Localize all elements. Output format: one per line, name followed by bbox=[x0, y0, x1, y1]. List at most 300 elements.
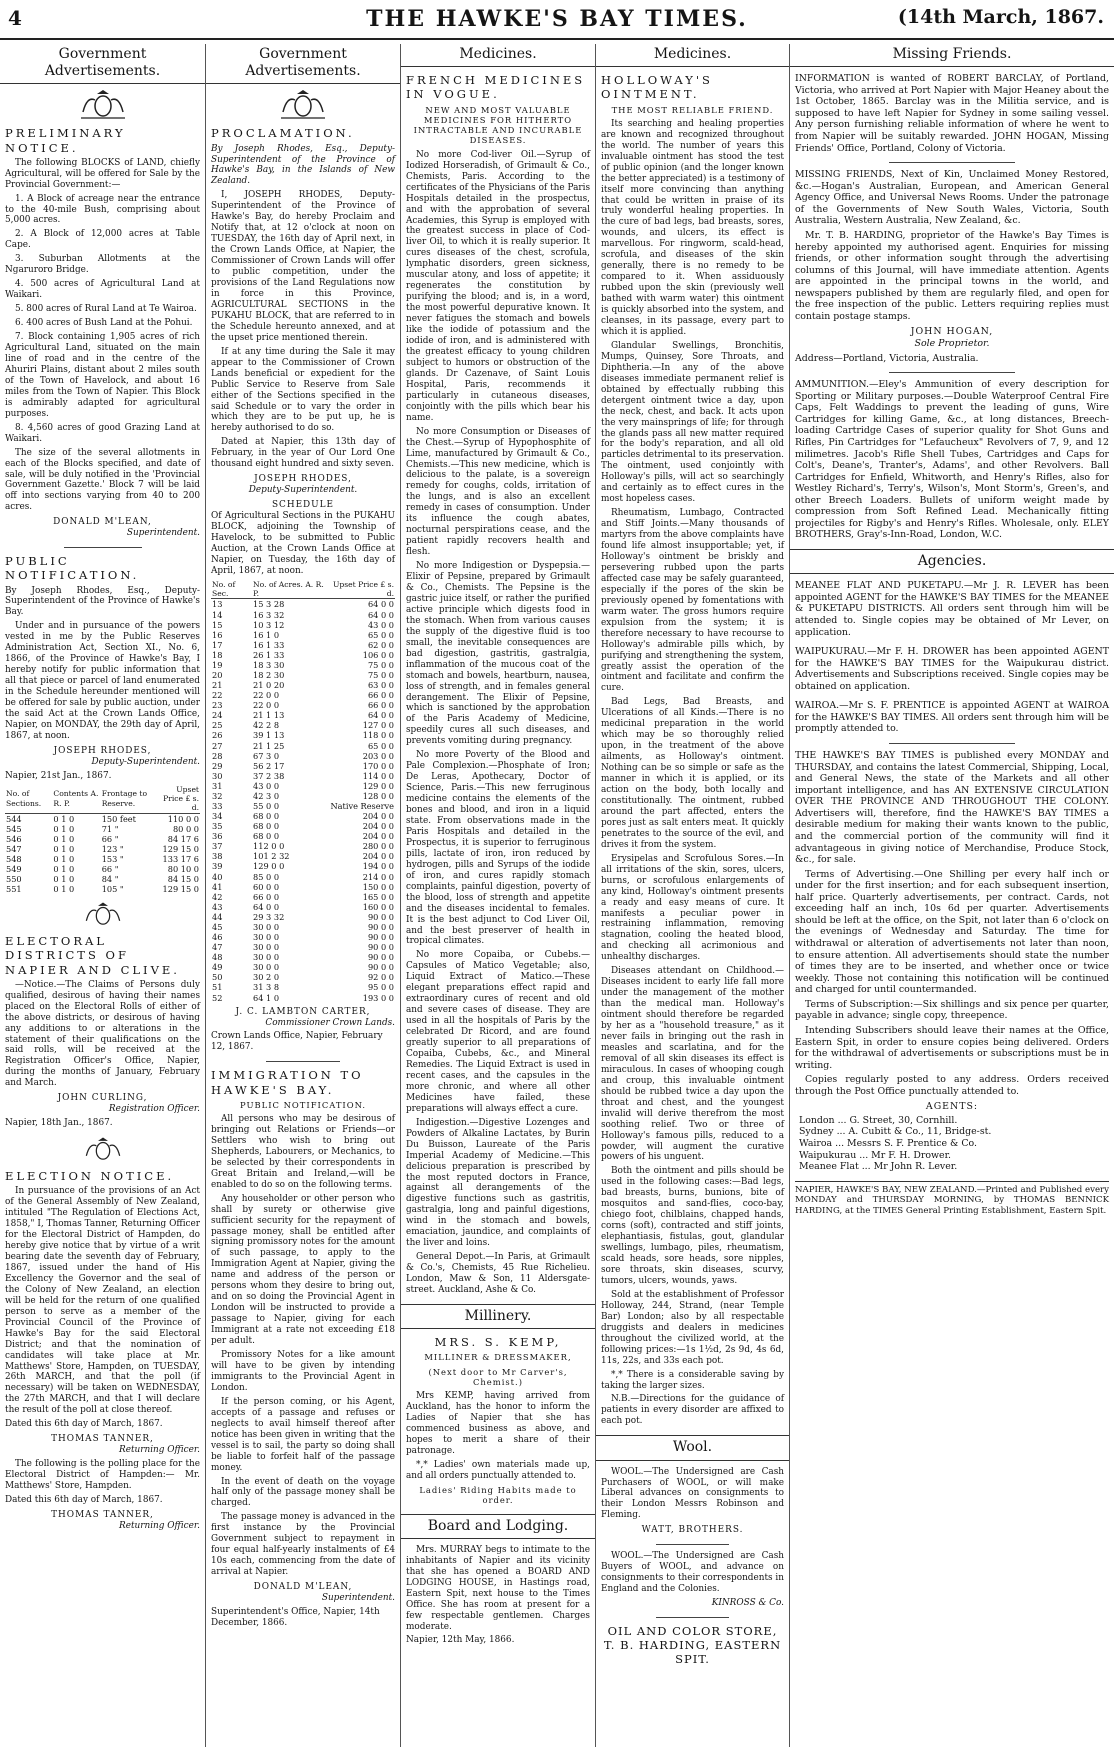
table-cell: 36 bbox=[212, 831, 223, 842]
signature-role: Deputy-Superintendent. bbox=[248, 485, 358, 496]
ad-title: PROCLAMATION. bbox=[211, 126, 355, 141]
table-cell: 43 0 0 bbox=[367, 619, 394, 630]
ad-title: FRENCH MEDICINES IN VOGUE. bbox=[406, 73, 586, 102]
meanee-agency bbox=[795, 580, 1109, 638]
table-cell: 550 bbox=[6, 874, 22, 885]
table-row bbox=[211, 942, 395, 952]
oil-color-store-ad bbox=[601, 1624, 784, 1666]
table-cell: 90 0 0 bbox=[367, 932, 394, 943]
table-cell: 26 1 33 bbox=[253, 649, 285, 660]
table-cell: 204 0 0 bbox=[362, 851, 394, 862]
table-cell: 31 bbox=[212, 780, 223, 791]
ad-body: Promissory Notes for a like amount will have to be given by intending immigrants to the Provincial Agent in London. bbox=[211, 1350, 395, 1393]
list-item: Sydney ... A. Cubitt & Co., 11, Bridge-st. bbox=[799, 1126, 992, 1138]
ad-body: Mr. T. B. HARDING, proprietor of the Hawke's Bay Times is hereby appointed my authorised agent. Enquiries for missing friends, or other information sought through the advertising columns of this Journal, will have immediate attention. Agents are appointed in the principal towns in the world, and newspapers published by them are regularly filed, and open for the free inspection of the public. Letters requiring replies must contain postage stamps. bbox=[795, 229, 1109, 322]
table-cell: 18 3 30 bbox=[253, 659, 285, 670]
ad-body: —Notice.—The Claims of Persons duly qualified, desirous of having their names placed on the Electoral Rolls of either of the above districts, or desirous of having any additions to or alterations in the statement of their qualifications on the said rolls, will be received at the Registration Officer's Office, Napier, during the months of January, February and March. bbox=[5, 979, 200, 1089]
list-item: 1. A Block of acreage near the entrance to the 40-mile Bush, comprising about 5,000 acres. bbox=[5, 193, 200, 226]
column-2 bbox=[205, 44, 400, 1747]
wairoa-agency bbox=[795, 700, 1109, 735]
table-cell: 65 0 0 bbox=[367, 629, 394, 640]
table-cell: 123 " bbox=[101, 843, 124, 854]
table-cell: 548 bbox=[6, 854, 22, 864]
table-cell: 92 0 0 bbox=[367, 972, 394, 983]
table-cell: 64 0 0 bbox=[367, 599, 394, 610]
table-row bbox=[211, 781, 395, 791]
agents-list bbox=[799, 1115, 1109, 1173]
table-cell: 0 1 0 bbox=[53, 864, 75, 875]
ad-body: Erysipelas and Scrofulous Sores.—In all irritations of the skin, sores, ulcers, burns, or scrofulous enlargements of any kind, Holloway's ointment presents a ready and easy means of cure. It manifests a peculiar power in restraining inflammation, removing stagnation, cooling the heated blood, and checking all acrimonious and unhealthy discharges. bbox=[601, 853, 784, 963]
ad-body: If at any time during the Sale it may appear to the Commissioner of Crown Lands beneficial or expedient for the Public Service to Reserve from Sale either of the Sections specified in the said Schedule or to vary the order in which they are to be put up, he is hereby authorised to do so. bbox=[211, 346, 395, 434]
table-cell: 75 0 0 bbox=[367, 670, 394, 680]
table-row bbox=[211, 861, 395, 871]
table-cell: 21 bbox=[212, 680, 223, 691]
ad-body: No more Indigestion or Dyspepsia.—Elixir of Pepsine, prepared by Grimault & Co., Chemists. The Pepsine is the gastric juice itself, or rather the purified active principle which digests food in the stomach. When from various causes the supply of the digestive fluid is too small, the inevitable consequences are bad digestion, gastritis, gastralgia, inflammation of the mucous coat of the stomach and bowels, heartburn, nausea, loss of strength, and in females general derangement. The Elixir of Pepsine, which is sanctioned by the approbation of the Paris Academy of Medicine, speedily cures all such diseases, and prevents vomiting during pregnancy. bbox=[406, 561, 590, 747]
ad-title: IMMIGRATION TO HAWKE'S BAY. bbox=[211, 1068, 364, 1097]
table-cell: 204 0 0 bbox=[362, 831, 394, 842]
ad-title: PRELIMINARY NOTICE. bbox=[5, 126, 126, 155]
table-cell: 160 0 0 bbox=[362, 901, 394, 912]
table-row bbox=[211, 599, 395, 610]
table-row bbox=[211, 710, 395, 720]
ad-body: WAIPUKURAU.—Mr F. H. DROWER has been appointed AGENT for the HAWKE'S BAY TIMES for the Waipukurau district. Advertisements and Subscriptions received. Single copies may be obtained on application. bbox=[795, 646, 1109, 692]
table-cell: 43 bbox=[212, 901, 223, 912]
signature: JOHN HOGAN, bbox=[910, 326, 994, 338]
list-item: 6. 400 acres of Bush Land at the Pohui. bbox=[15, 318, 193, 329]
date-line: Superintendent's Office, Napier, 14th December, 1866. bbox=[211, 1606, 380, 1628]
table-row bbox=[211, 882, 395, 892]
column-heading: Government Advertisements. bbox=[206, 44, 400, 84]
signature-role: Deputy-Superintendent. bbox=[91, 756, 200, 767]
table-cell: 127 0 0 bbox=[362, 720, 394, 731]
table-cell: 23 bbox=[212, 700, 223, 711]
table-cell: 64 1 0 bbox=[253, 992, 280, 1003]
ad-body: Glandular Swellings, Bronchitis, Mumps, Quinsey, Sore Throats, and Diphtheria.—In any of the above diseases immediate permanent relief is obtained by effectually rubbing this detergent ointment twice a day, upon the neck, chest, and back. It acts upon the very mainsprings of life; for through the glands pass all new matter required for the body's reparation, and all old particles detrimental to its preservation. The ointment, used conjointly with Holloway's pills, will act so searchingly and certainly as to effect cures in the most hopeless cases. bbox=[601, 340, 784, 505]
ad-body: Of Agricultural Sections in the PUKAHU BLOCK, adjoining the Township of Havelock, to be submitted to Public Auction, at the Crown Lands Office at Napier, on Tuesday, the 16th day of April, 1867, at noon. bbox=[211, 511, 395, 576]
table-cell: 170 0 0 bbox=[362, 760, 394, 771]
table-cell: 30 0 0 bbox=[253, 921, 280, 932]
table-cell: 118 0 0 bbox=[362, 730, 394, 741]
ad-body: *,* There is a considerable saving by taking the larger sizes. bbox=[601, 1369, 784, 1391]
table-cell: 21 0 20 bbox=[253, 680, 285, 691]
table-cell: 114 0 0 bbox=[362, 770, 394, 781]
table-row bbox=[211, 791, 395, 801]
table-cell: 204 0 0 bbox=[362, 811, 394, 822]
list-item: 8. 4,560 acres of good Grazing Land at Waikari. bbox=[5, 422, 200, 444]
table-cell: 204 0 0 bbox=[362, 821, 394, 832]
list-item: 2. A Block of 12,000 acres at Table Cape. bbox=[5, 229, 200, 251]
royal-arms-icon bbox=[79, 90, 127, 120]
ammunition-ad bbox=[795, 379, 1109, 541]
schedule-table bbox=[211, 580, 395, 1003]
signature-role: Returning Officer. bbox=[119, 1520, 200, 1531]
table-row bbox=[5, 864, 200, 874]
ad-subtitle: THE MOST RELIABLE FRIEND. bbox=[611, 104, 774, 115]
table-cell: 0 1 0 bbox=[53, 874, 75, 885]
section-heading: Millinery. bbox=[401, 1304, 595, 1329]
signature: THOMAS TANNER, bbox=[51, 1509, 154, 1520]
table-cell: 49 bbox=[212, 962, 223, 973]
table-body bbox=[211, 599, 395, 1003]
signature: JOSEPH RHODES, bbox=[53, 745, 152, 756]
table-cell: 26 bbox=[212, 730, 223, 741]
table-cell: 63 0 0 bbox=[367, 680, 394, 691]
column-heading: Missing Friends. bbox=[790, 44, 1114, 67]
table-cell: 64 0 0 bbox=[367, 609, 394, 620]
table-cell: 75 0 0 bbox=[367, 659, 394, 670]
address-line: Address—Portland, Victoria, Australia. bbox=[795, 352, 979, 364]
table-cell: 68 0 0 bbox=[253, 821, 280, 832]
agents-title: AGENTS: bbox=[925, 1101, 979, 1113]
table-cell: 39 bbox=[212, 861, 223, 872]
ad-body: Any householder or other person who shall by surety or otherwise give sufficient security for the repayment of passage money, shall be entitled after signing promissory notes for the amount of such passage, to apply to the Immigration Agent at Napier, giving the name and address of the person or persons whom they desire to bring out, and on so doing the Provincial Agent in London will be instructed to provide a passage to Napier, giving for each Immigrant at a rate not exceeding £18 per adult. bbox=[211, 1193, 395, 1347]
table-cell: 37 2 38 bbox=[253, 770, 285, 781]
table-cell: 544 bbox=[6, 813, 22, 824]
table-cell: 101 2 32 bbox=[253, 851, 290, 862]
table-cell: 62 0 0 bbox=[367, 639, 394, 650]
table-cell: 80 0 0 bbox=[172, 823, 199, 834]
table-cell: 30 2 0 bbox=[253, 972, 280, 983]
ad-body: THE HAWKE'S BAY TIMES is published every MONDAY and THURSDAY, and contains the latest Commercial, Shipping, Local, and General News, the state of the Markets and all other important intelligence, and has AN EXTENSIVE CIRCULATION OVER THE PROVINCE AND THROUGHOUT THE COLONY. Advertisers will, therefore, find the HAWKE'S BAY TIMES a desirable medium for making their wants known to the public, and the commercial portion of the community will find it advantageous in giving notice of Merchandise, Produce Stock, &c., for sale. bbox=[795, 750, 1109, 866]
table-cell: 110 0 0 bbox=[167, 813, 199, 824]
table-cell: 21 1 13 bbox=[253, 710, 285, 721]
table-row bbox=[211, 851, 395, 861]
table-row bbox=[211, 922, 395, 932]
table-row bbox=[211, 720, 395, 730]
ad-body: MISSING FRIENDS, Next of Kin, Unclaimed Money Restored, &c.—Hogan's Australian, European, and American General Agency Office, and Universal News Rooms. Under the patronage of the Governments of New South Wales, Victoria, South Australia, Western Australia, New Zealand, &c. bbox=[795, 169, 1109, 227]
signature-role: Commissioner Crown Lands. bbox=[265, 1017, 395, 1028]
table-cell: 546 bbox=[6, 833, 22, 844]
signature-role: Registration Officer. bbox=[108, 1104, 200, 1115]
table-cell: 66 " bbox=[101, 833, 119, 844]
table-cell: 194 0 0 bbox=[362, 861, 394, 872]
table-row bbox=[211, 680, 395, 690]
signature: JOHN CURLING, bbox=[57, 1093, 148, 1104]
table-header: No. of Sections. bbox=[5, 785, 52, 813]
table-cell: 51 bbox=[212, 982, 223, 993]
ad-body: In the event of death on the voyage half only of the passage money shall be charged. bbox=[211, 1476, 395, 1509]
table-cell: 0 1 0 bbox=[53, 854, 75, 864]
table-cell: 84 15 0 bbox=[167, 874, 199, 885]
table-cell: 64 0 0 bbox=[367, 710, 394, 721]
table-row bbox=[211, 730, 395, 740]
signature-role: Sole Proprietor. bbox=[914, 338, 990, 350]
byline: By Joseph Rhodes, Esq., Deputy-Superintendent of the Province of Hawke's Bay, in the Islands of New Zealand. bbox=[211, 143, 395, 187]
ad-body: Copies regularly posted to any address. Orders received through the Post Office punctually attended to. bbox=[795, 1074, 1109, 1097]
table-cell: 14 bbox=[212, 609, 223, 620]
byline: By Joseph Rhodes, Esq., Deputy-Superintendent of the Province of Hawke's Bay. bbox=[5, 585, 200, 618]
table-cell: 48 bbox=[212, 952, 223, 963]
table-cell: 40 bbox=[212, 871, 223, 882]
table-cell: 80 10 0 bbox=[167, 864, 199, 875]
imprint: NAPIER, HAWKE'S BAY, NEW ZEALAND.—Printed and Published every MONDAY and THURSDAY MORNING, by THOMAS BENNICK HARDING, at the TIMES General Printing Establishment, Eastern Spit. bbox=[795, 1181, 1109, 1217]
table-cell: 129 15 0 bbox=[162, 884, 199, 895]
table-row bbox=[5, 813, 200, 824]
ad-title: ELECTION NOTICE. bbox=[5, 1169, 175, 1184]
table-cell: 38 bbox=[212, 851, 223, 862]
page-number: 4 bbox=[8, 6, 22, 30]
table-cell: 129 0 0 bbox=[253, 861, 285, 872]
table-cell: 47 bbox=[212, 942, 223, 953]
newspaper-title: THE HAWKE'S BAY TIMES. bbox=[366, 6, 748, 32]
table-row bbox=[211, 771, 395, 781]
table-cell: 42 2 8 bbox=[253, 720, 280, 731]
table-cell: 41 bbox=[212, 881, 223, 892]
table-row bbox=[211, 610, 395, 620]
table-cell: 43 0 0 bbox=[253, 780, 280, 791]
table-body bbox=[5, 813, 200, 894]
table-row bbox=[211, 831, 395, 841]
table-row bbox=[5, 884, 200, 894]
ad-body: AMMUNITION.—Eley's Ammunition of every description for Sporting or Military purposes.—Double Waterproof Central Fire Caps, Felt Waddings to prevent the leading of guns, Wire Cartridges for killing Game, &c., at long distances, Breech-loading Cartridge Cases of superior quality for Shot Guns and Rifles, Pin Cartridges for "Lefaucheux" Revolvers of 7, 9, and 12 milimetres. Jacob's Rifle Shell Tubes, Cartridges and Caps for Colt's, Deane's, Tranter's, Adams', and other Revolvers. Ball Cartridges for Enfield, Whitworth, and Henry's Rifles, also for Westley Richard's, Terry's, Wilson's, Mont Storm's, Green's, and other Breech Loaders. Bullets of uniform weight made by compression from Soft Refined Lead. Mechanically fitting projectiles for Rigby's and Henry's Rifles. Wholesale, only. ELEY BROTHERS, Gray's-Inn-Road, London, W.C. bbox=[795, 379, 1109, 541]
ad-note: (Next door to Mr Carver's, Chemist.) bbox=[428, 1366, 568, 1387]
table-cell: 84 17 6 bbox=[167, 833, 199, 844]
divider bbox=[889, 743, 1015, 744]
table-cell: 18 bbox=[212, 649, 223, 660]
table-row bbox=[211, 841, 395, 851]
date-line: Napier, 21st Jan., 1867. bbox=[5, 770, 112, 781]
ad-body: Bad Legs, Bad Breasts, and Ulcerations of all Kinds.—There is no medicinal preparation in the world which may be so thoroughly relied upon, in the treatment of the above ailments, as Holloway's ointment. Nothing can be so simple or safe as the manner in which it is applied, or its action on the body, both locally and constitutionally. The ointment, rubbed around the part affected, enters the pores just as salt enters meat. It quickly penetrates to the source of the evil, and drives it from the system. bbox=[601, 697, 784, 850]
table-cell: 42 bbox=[212, 891, 223, 902]
table-cell: 15 3 28 bbox=[253, 599, 285, 610]
ad-body: N.B.—Directions for the guidance of patients in every disorder are affixed to each pot. bbox=[601, 1394, 784, 1427]
table-cell: 16 1 0 bbox=[253, 629, 280, 640]
table-cell: 29 3 32 bbox=[253, 911, 285, 922]
table-row bbox=[211, 811, 395, 821]
ad-body: Mrs KEMP, having arrived from Auckland, has the honor to inform the Ladies of Napier that she has commenced business as above, and hopes to merit a share of their patronage. bbox=[406, 1391, 590, 1457]
table-cell: 203 0 0 bbox=[362, 750, 394, 761]
sections-table bbox=[5, 785, 200, 895]
table-cell: 68 0 0 bbox=[253, 831, 280, 842]
table-cell: 39 1 13 bbox=[253, 730, 285, 741]
column-heading: Medicines. bbox=[401, 44, 595, 67]
table-cell: 90 0 0 bbox=[367, 942, 394, 953]
table-cell: 22 0 0 bbox=[253, 690, 280, 701]
table-row bbox=[5, 874, 200, 884]
divider bbox=[889, 162, 1015, 163]
table-cell: 13 bbox=[212, 599, 223, 610]
table-cell: 129 0 0 bbox=[362, 780, 394, 791]
table-cell: 153 " bbox=[101, 854, 124, 864]
list-item: 3. Suburban Allotments at the Ngaruroro Bridge. bbox=[5, 254, 200, 276]
murray-ad bbox=[406, 1545, 590, 1647]
table-cell: 16 3 32 bbox=[253, 609, 285, 620]
list-item: London ... G. Street, 30, Cornhill. bbox=[799, 1114, 958, 1126]
table-cell: 0 1 0 bbox=[53, 823, 75, 834]
table-header: No. of Sec. bbox=[211, 580, 252, 599]
table-cell: 112 0 0 bbox=[253, 841, 285, 852]
table-row bbox=[211, 952, 395, 962]
table-cell: 71 " bbox=[101, 823, 119, 834]
table-row bbox=[211, 932, 395, 942]
signature: WATT, BROTHERS. bbox=[641, 1525, 744, 1536]
ad-body: The size of the several allotments in each of the Blocks specified, and date of sale, will be duly notified in the 'Provincial Government Gazette.' Block 7 will be laid off into sections varying from 40 to 200 acres. bbox=[5, 447, 200, 513]
ad-body: All persons who may be desirous of bringing out Relations or Friends—or Settlers who wish to bring out Shepherds, Labourers, or Mechanics, to be selected by their correspondents in Great Britain and Ireland,—will be enabled to do so on the following terms. bbox=[211, 1114, 395, 1190]
ad-title: PUBLIC NOTIFICATION. bbox=[5, 554, 140, 583]
signature: DONALD M'LEAN, bbox=[53, 517, 152, 528]
table-row bbox=[211, 993, 395, 1003]
ad-body: No more Poverty of the Blood and Pale Complexion.—Phosphate of Iron; De Leras, Apothecary, Doctor of Science, Paris.—This new ferruginous medicine contains the elements of the bones and blood, and iron in a liquid state. From observations made in the Paris Hospitals and detailed in the Prospectus, it is superior to ferruginous pills, lactate of iron, iron reduced by hydrogen, pills and Syrups of the iodide of iron, and cures rapidly stomach complaints, painful digestion, poverty of the blood, loss of strength and appetite and the diseases incidental to females. It is the best adjunct to Cod Liver Oil, and the best preserver of health in tropical climates. bbox=[406, 750, 590, 947]
table-cell: 68 0 0 bbox=[253, 811, 280, 822]
electoral-notice bbox=[5, 934, 200, 1129]
table-cell: 35 bbox=[212, 821, 223, 832]
masthead bbox=[0, 0, 1114, 40]
ad-body: Dated at Napier, this 13th day of February, in the year of Our Lord One thousand eight hundred and sixty seven. bbox=[211, 437, 395, 470]
table-row bbox=[5, 844, 200, 854]
table-cell: 19 bbox=[212, 659, 223, 670]
table-row bbox=[211, 962, 395, 972]
signature-role: Superintendent. bbox=[321, 1593, 395, 1604]
date-line: Napier, 12th May, 1866. bbox=[406, 1635, 515, 1646]
table-cell: 0 1 0 bbox=[53, 884, 75, 895]
table-cell: 34 bbox=[212, 811, 223, 822]
ad-body: Diseases attendant on Childhood.—Diseases incident to early life fall more under the management of the mother than the medical man. Holloway's ointment should therefore be regarded by her as a "household treasure," as it never fails in bringing out the rash in measles and scarlatina, and for the removal of all skin diseases its effect is miraculous. In cases of whooping cough and croup, this invaluable ointment should be rubbed twice a day upon the throat and chest, and the youngest invalid will derive therefrom the most soothing relief. Two or three of Holloway's famous pills, reduced to a powder, will augment the curative powers of his unguent. bbox=[601, 966, 784, 1163]
table-cell: 37 bbox=[212, 841, 223, 852]
table-header: Frontage to Reserve. bbox=[101, 785, 157, 813]
ad-body: Its searching and healing properties are known and recognized throughout the world. The number of years this invaluable ointment has stood the test of public opinion (and the longer known the better appreciated) is a testimony of itself more convincing than anything that could be written in praise of its truly wonderful healing properties. In the cure of bad legs, bad breasts, sores, wounds, and ulcers, its effect is marvellous. For ringworm, scald-head, scrofula, and diseases of the skin generally, there is no remedy to be compared to it. When assiduously rubbed upon the skin (previously well bathed with warm water) this ointment is quickly absorbed into the system, and cleanses, in its passage, every part to which it is applied. bbox=[601, 118, 784, 337]
ad-body: Under and in pursuance of the powers vested in me by the Public Reserves Administration Act, Section XI., No. 6, 1866, of the Province of Hawke's Bay, I hereby notify for public information that all that piece or parcel of land enumerated in the Schedule hereunder mentioned will be offered for sale by public auction, under the said Act at the Crown Lands Office, Napier, on MONDAY, the 29th day of April, 1867, at noon. bbox=[5, 621, 200, 741]
waipukurau-agency bbox=[795, 646, 1109, 692]
table-cell: 22 bbox=[212, 690, 223, 701]
table-header: Upset Price £ s. d. bbox=[327, 580, 395, 599]
ad-body: Indigestion.—Digestive Lozenges and Powders of Alkaline Lactates, by Burin Du Buisson, Laureate of the Paris Imperial Academy of Medicine.—This delicious preparation is prescribed by the most reputed doctors in France, against all derangements of the digestive functions such as gastritis, gastralgia, long and painful digestions, wind in the stomach and bowels, emaciation, jaundice, and complaints of the liver and loins. bbox=[406, 1117, 590, 1249]
table-cell: 105 " bbox=[101, 884, 124, 895]
ad-body: WOOL.—The Undersigned are Cash Buyers of WOOL, and advance on consignments to their correspondents in England and the Colonies. bbox=[601, 1551, 784, 1595]
table-cell: 85 0 0 bbox=[253, 871, 280, 882]
ad-body: Mrs. MURRAY begs to intimate to the inhabitants of Napier and its vicinity that she has opened a BOARD AND LODGING HOUSE, in Hastings road, Eastern Spit, next house to the Times Office. She has room at present for a few respectable gentlemen. Charges moderate. bbox=[406, 1544, 590, 1632]
table-cell: 32 bbox=[212, 790, 223, 801]
table-row bbox=[211, 821, 395, 831]
table-header: No. of Acres. A. R. P. bbox=[252, 580, 327, 599]
ad-body: Rheumatism, Lumbago, Contracted and Stiff Joints.—Many thousands of martyrs from the above complaints have found life almost insupportable; yet, if Holloway's ointment be briskly and persevering rubbed upon the parts affected case may be safely guaranteed, especially if the pores of the skin be previously opened by fomentations with warm water. The gross humors require expulsion from the system; it is therefore necessary to have recourse to Holloway's admirable pills which, by purifying and strengthening the system, greatly assist the operation of the ointment and facilitate and confirm the cure. bbox=[601, 508, 784, 694]
signature: JOSEPH RHODES, bbox=[254, 474, 352, 485]
table-cell: 128 0 0 bbox=[362, 790, 394, 801]
issue-date: (14th March, 1867. bbox=[897, 6, 1104, 28]
table-cell: 67 3 0 bbox=[253, 750, 280, 761]
table-cell: 0 1 0 bbox=[53, 813, 75, 824]
table-row bbox=[211, 640, 395, 650]
table-row bbox=[211, 670, 395, 680]
ad-body: Sold at the establishment of Professor Holloway, 244, Strand, (near Temple Bar) London; also by all respectable druggists and dealers in medicines throughout the civilized world, at the following prices:—1s 1½d, 2s 9d, 4s 6d, 11s, 22s, and 33s each pot. bbox=[601, 1289, 784, 1366]
signature: KINROSS & Co. bbox=[711, 1598, 784, 1609]
table-cell: 64 0 0 bbox=[253, 901, 280, 912]
ad-body: No more Cod-liver Oil.—Syrup of Iodized Horseradish, of Grimault & Co., Chemists, Paris. According to the certificates of the Physicians of the Paris Hospitals detailed in the prospectus, and with the approbation of several Academies, this Syrup is employed with the greatest success in place of Cod-liver Oil, to which it is really superior. It cures diseases of the chest, scrofula, lymphatic disorders, green sickness, muscular atony, and loss of appetite; it regenerates the constitution by purifying the blood; and is, in a word, the most powerful depurative known. It never fatigues the stomach and bowels like the iodide of potassium and the iodide of iron, and is administered with the greatest efficacy to young children subject to humors or obstruction of the glands. Dr Cazenave, of Saint Louis Hospital, Paris, recommends it particularly in cutaneous diseases, conjointly with the pills which bear his name. bbox=[406, 149, 590, 423]
table-cell: 16 1 33 bbox=[253, 639, 285, 650]
french-medicines-ad bbox=[406, 73, 590, 1296]
table-cell: 30 bbox=[212, 770, 223, 781]
royal-arms-icon bbox=[83, 1137, 123, 1163]
section-heading: Agencies. bbox=[790, 549, 1114, 574]
table-cell: 0 1 0 bbox=[53, 843, 75, 854]
ad-title: OIL AND COLOR STORE, T. B. HARDING, EASTERN SPIT. bbox=[603, 1624, 782, 1667]
royal-arms-icon bbox=[83, 902, 123, 928]
table-row bbox=[5, 824, 200, 834]
ad-body: Terms of Advertising.—One Shilling per every half inch or under for the first insertion; and for each subsequent insertion, half price. Quarterly advertisements, per contract. Cards, not exceeding half an inch, 10s 6d per quarter. Advertisements should be left at the office, on the Spit, not later than 6 o'clock on the evenings of Wednesday and Saturday. The time for withdrawal or alteration of advertisements not later than noon, to ensure attention. All advertisements should state the number of times they are to be inserted, and whether once or twice weekly. Those not containing this notification will be continued and charged for until countermanded. bbox=[795, 868, 1109, 996]
table-cell: 66 " bbox=[101, 864, 119, 875]
table-cell: 90 0 0 bbox=[367, 911, 394, 922]
table-cell: 90 0 0 bbox=[367, 962, 394, 973]
table-cell: 20 bbox=[212, 670, 223, 680]
ad-subtitle: NEW AND MOST VALUABLE MEDICINES FOR HITHERTO INTRACTABLE AND INCURABLE DISEASES. bbox=[413, 104, 583, 146]
table-cell: 150 0 0 bbox=[362, 881, 394, 892]
table-cell: 42 3 0 bbox=[253, 790, 280, 801]
list-item: 4. 500 acres of Agricultural Land at Waikari. bbox=[5, 279, 200, 301]
column-heading: Medicines. bbox=[596, 44, 789, 67]
table-row bbox=[211, 741, 395, 751]
table-cell: 52 bbox=[212, 992, 223, 1003]
list-item: Waipukurau ... Mr F. H. Drower. bbox=[799, 1149, 952, 1161]
table-row bbox=[5, 834, 200, 844]
divider bbox=[889, 372, 1015, 373]
table-cell: 17 bbox=[212, 639, 223, 650]
table-cell: 133 17 6 bbox=[162, 854, 199, 864]
table-cell: 29 bbox=[212, 760, 223, 771]
table-cell: 84 " bbox=[101, 874, 119, 885]
ad-body: The following is the polling place for the Electoral District of Hampden:— Mr. Matthews' Store, Hampden. bbox=[5, 1459, 200, 1492]
watt-brothers-ad bbox=[601, 1467, 784, 1537]
divider bbox=[656, 1617, 729, 1618]
table-cell: 50 bbox=[212, 972, 223, 983]
table-row bbox=[211, 972, 395, 982]
proclamation bbox=[211, 126, 395, 1053]
table-cell: 549 bbox=[6, 864, 22, 875]
schedule-title: SCHEDULE bbox=[271, 500, 335, 511]
signature-role: Returning Officer. bbox=[119, 1445, 200, 1456]
table-cell: 165 0 0 bbox=[362, 891, 394, 902]
table-cell: 56 2 17 bbox=[253, 760, 285, 771]
table-cell: 44 bbox=[212, 911, 223, 922]
table-row bbox=[211, 660, 395, 670]
table-cell: 16 bbox=[212, 629, 223, 640]
table-row bbox=[211, 982, 395, 992]
date-line: Crown Lands Office, Napier, February 12, 1867. bbox=[211, 1031, 383, 1053]
table-cell: 24 bbox=[212, 710, 223, 721]
table-cell: 66 0 0 bbox=[367, 700, 394, 711]
table-row bbox=[5, 854, 200, 864]
kinross-ad bbox=[601, 1551, 784, 1609]
table-cell: 45 bbox=[212, 921, 223, 932]
table-cell: 90 0 0 bbox=[367, 921, 394, 932]
missing-friends-ad bbox=[795, 169, 1109, 364]
table-cell: 55 0 0 bbox=[253, 801, 280, 812]
ad-body: *,* Ladies' own materials made up, and all orders punctually attended to. bbox=[406, 1460, 590, 1481]
table-header: Contents A. R. P. bbox=[52, 785, 100, 813]
table-row bbox=[211, 892, 395, 902]
table-row bbox=[211, 801, 395, 811]
ad-body: MEANEE FLAT AND PUKETAPU.—Mr J. R. LEVER has been appointed AGENT for the HAWKE'S BAY TIMES for the MEANEE & PUKETAPU DISTRICTS. All orders sent through him will be attended to. Single copies may be obtained of Mr Lever, on application. bbox=[795, 580, 1109, 638]
table-cell: 46 bbox=[212, 932, 223, 943]
table-cell: 0 1 0 bbox=[53, 833, 75, 844]
times-terms bbox=[795, 750, 1109, 1173]
section-heading: Wool. bbox=[596, 1435, 789, 1460]
ad-body: The passage money is advanced in the first instance by the Provincial Government subject to repayment in four equal half-yearly instalments of £4 10s each, commencing from the date of arrival at Napier. bbox=[211, 1512, 395, 1578]
divider bbox=[64, 547, 142, 548]
table-row bbox=[211, 650, 395, 660]
table-row bbox=[211, 700, 395, 710]
table-cell: 21 1 25 bbox=[253, 740, 285, 751]
divider bbox=[656, 1544, 729, 1545]
table-cell: 551 bbox=[6, 884, 22, 895]
section-heading: Board and Lodging. bbox=[401, 1514, 595, 1539]
table-cell: 10 3 12 bbox=[253, 619, 285, 630]
ad-subtitle: PUBLIC NOTIFICATION. bbox=[239, 1099, 367, 1110]
table-cell: 60 0 0 bbox=[253, 881, 280, 892]
signature: DONALD M'LEAN, bbox=[253, 1582, 353, 1593]
column-4 bbox=[595, 44, 789, 1747]
table-cell: 129 15 0 bbox=[162, 843, 199, 854]
table-cell: 65 0 0 bbox=[367, 740, 394, 751]
public-notification bbox=[5, 554, 200, 894]
